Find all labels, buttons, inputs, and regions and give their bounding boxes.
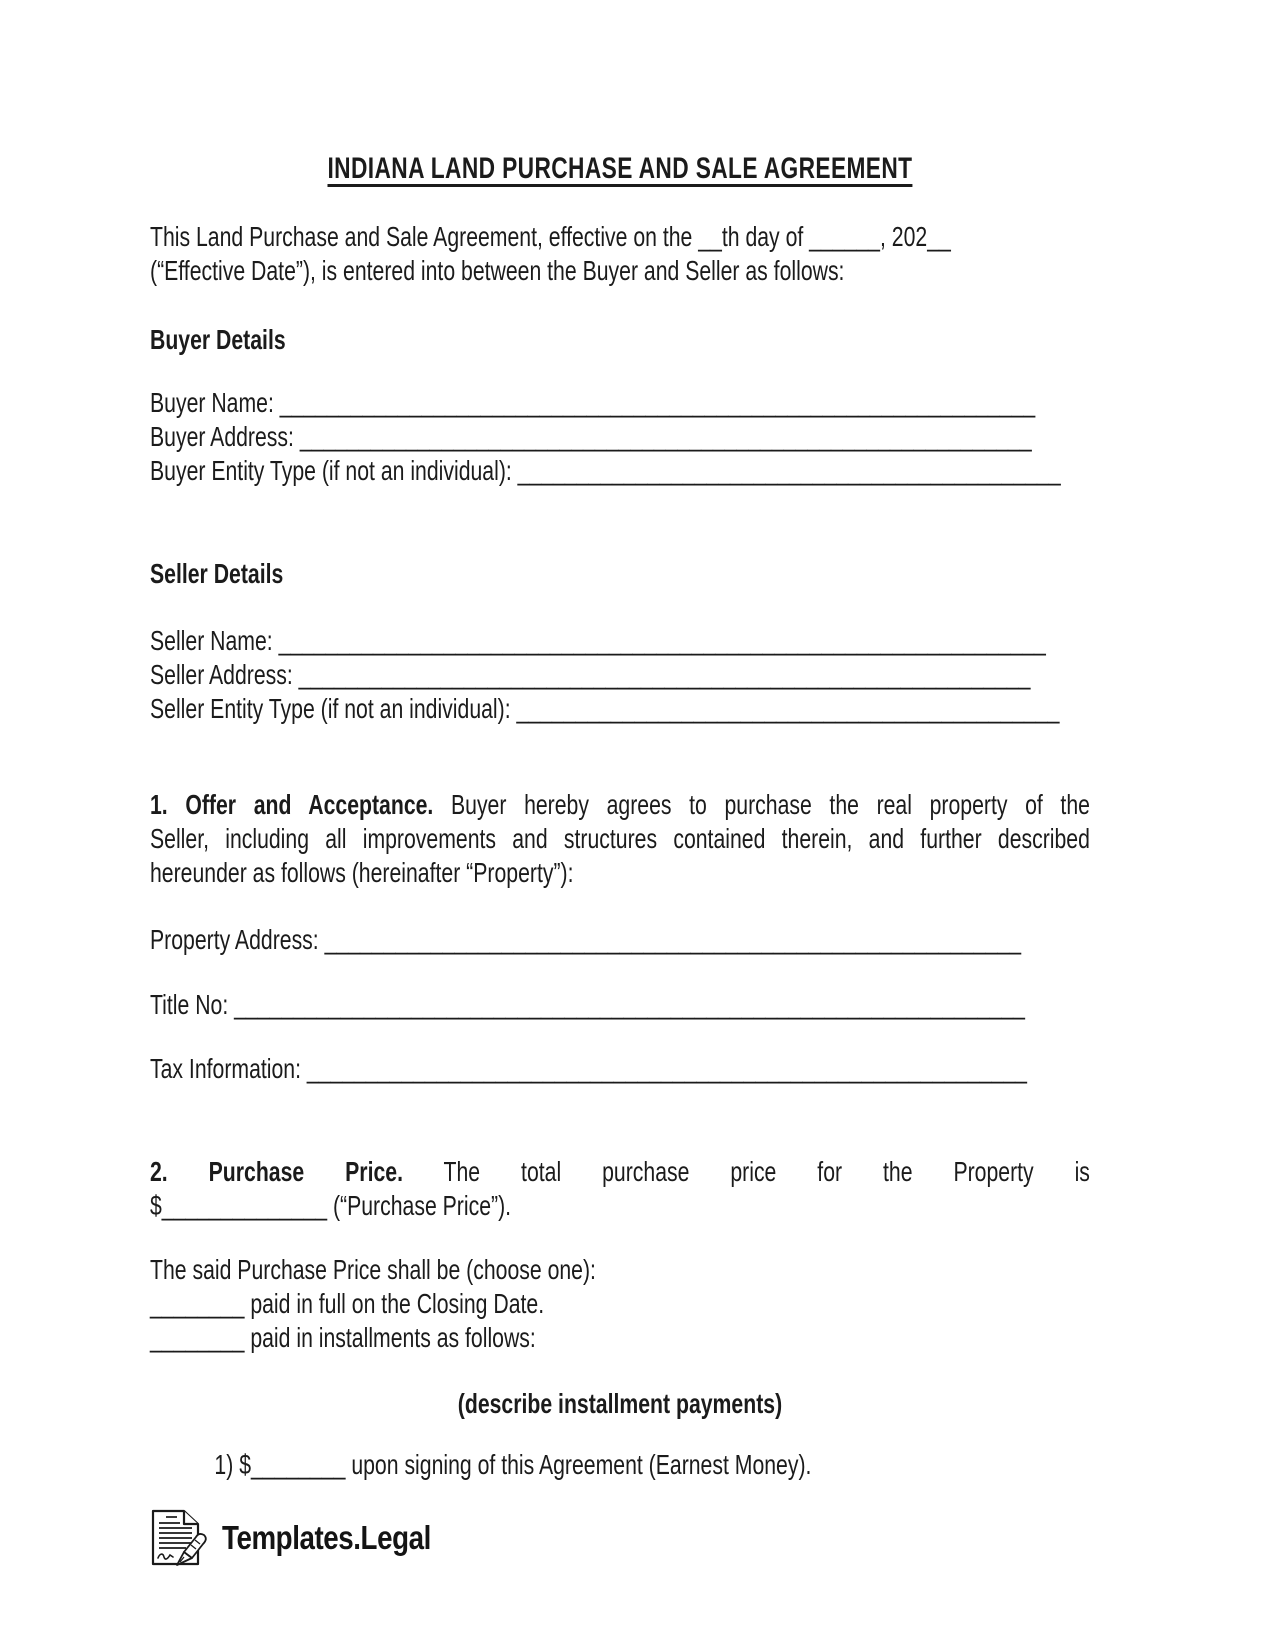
field-seller-address: Seller Address: ______________________________________________________________ — [150, 659, 1031, 690]
seller-fields — [150, 624, 1090, 726]
section-1-number: 1. — [150, 789, 168, 820]
section-2-heading: Purchase Price. — [208, 1156, 403, 1187]
field-buyer-entity-type: Buyer Entity Type (if not an individual): ______________________________________________ — [150, 455, 1061, 486]
section-1-line-2: Seller, including all improvements and structures contained therein, and further described — [150, 823, 1090, 854]
section-2-line-1 — [150, 1155, 1090, 1189]
section-2-text: The total purchase price for the Property is — [443, 1156, 1090, 1187]
payment-option-installments: ________ paid in installments as follows: — [150, 1322, 536, 1353]
field-tax-information: Tax Information: _____________________________________________________________ — [150, 1053, 1027, 1084]
field-seller-name: Seller Name: _________________________________________________________________ — [150, 625, 1046, 656]
section-1-line-1 — [150, 788, 1090, 822]
buyer-fields — [150, 386, 1090, 488]
buyer-details-heading: Buyer Details — [150, 324, 286, 355]
document-body — [150, 0, 1090, 1482]
section-2-purchase-price — [150, 1155, 1090, 1223]
field-property-address: Property Address: ___________________________________________________________ — [150, 924, 1022, 955]
intro-line-1: This Land Purchase and Sale Agreement, effective on the __th day of ______, 202__ — [150, 221, 951, 252]
section-1-offer-and-acceptance — [150, 788, 1090, 890]
section-2-number: 2. — [150, 1156, 168, 1187]
section-1-heading: Offer and Acceptance. — [185, 789, 434, 820]
payment-choice-block — [150, 1253, 1090, 1355]
intro-paragraph — [150, 220, 1090, 288]
section-1-text: Buyer hereby agrees to purchase the real property of the — [450, 789, 1090, 820]
installment-item-1: 1) $________ upon signing of this Agreement (Earnest Money). — [214, 1449, 812, 1480]
brand-name[interactable]: Templates.Legal — [222, 1519, 431, 1556]
purchase-price-blank-line: $______________ (“Purchase Price”). — [150, 1190, 512, 1221]
field-seller-entity-type: Seller Entity Type (if not an individual): ______________________________________________ — [150, 693, 1060, 724]
footer-logo[interactable] — [146, 1508, 471, 1568]
payment-choice-intro: The said Purchase Price shall be (choose one): — [150, 1254, 596, 1285]
document-title: INDIANA LAND PURCHASE AND SALE AGREEMENT — [327, 152, 913, 185]
seller-details-heading: Seller Details — [150, 558, 284, 589]
document-pen-icon — [146, 1508, 210, 1568]
field-title-no: Title No: ___________________________________________________________________ — [150, 989, 1025, 1020]
field-buyer-address: Buyer Address: ______________________________________________________________ — [150, 421, 1032, 452]
field-buyer-name: Buyer Name: ________________________________________________________________ — [150, 387, 1036, 418]
intro-line-2: (“Effective Date”), is entered into between the Buyer and Seller as follows: — [150, 255, 845, 286]
payment-option-full: ________ paid in full on the Closing Date. — [150, 1288, 545, 1319]
section-1-line-3: hereunder as follows (hereinafter “Property”): — [150, 857, 574, 888]
installments-caption: (describe installment payments) — [457, 1388, 783, 1419]
